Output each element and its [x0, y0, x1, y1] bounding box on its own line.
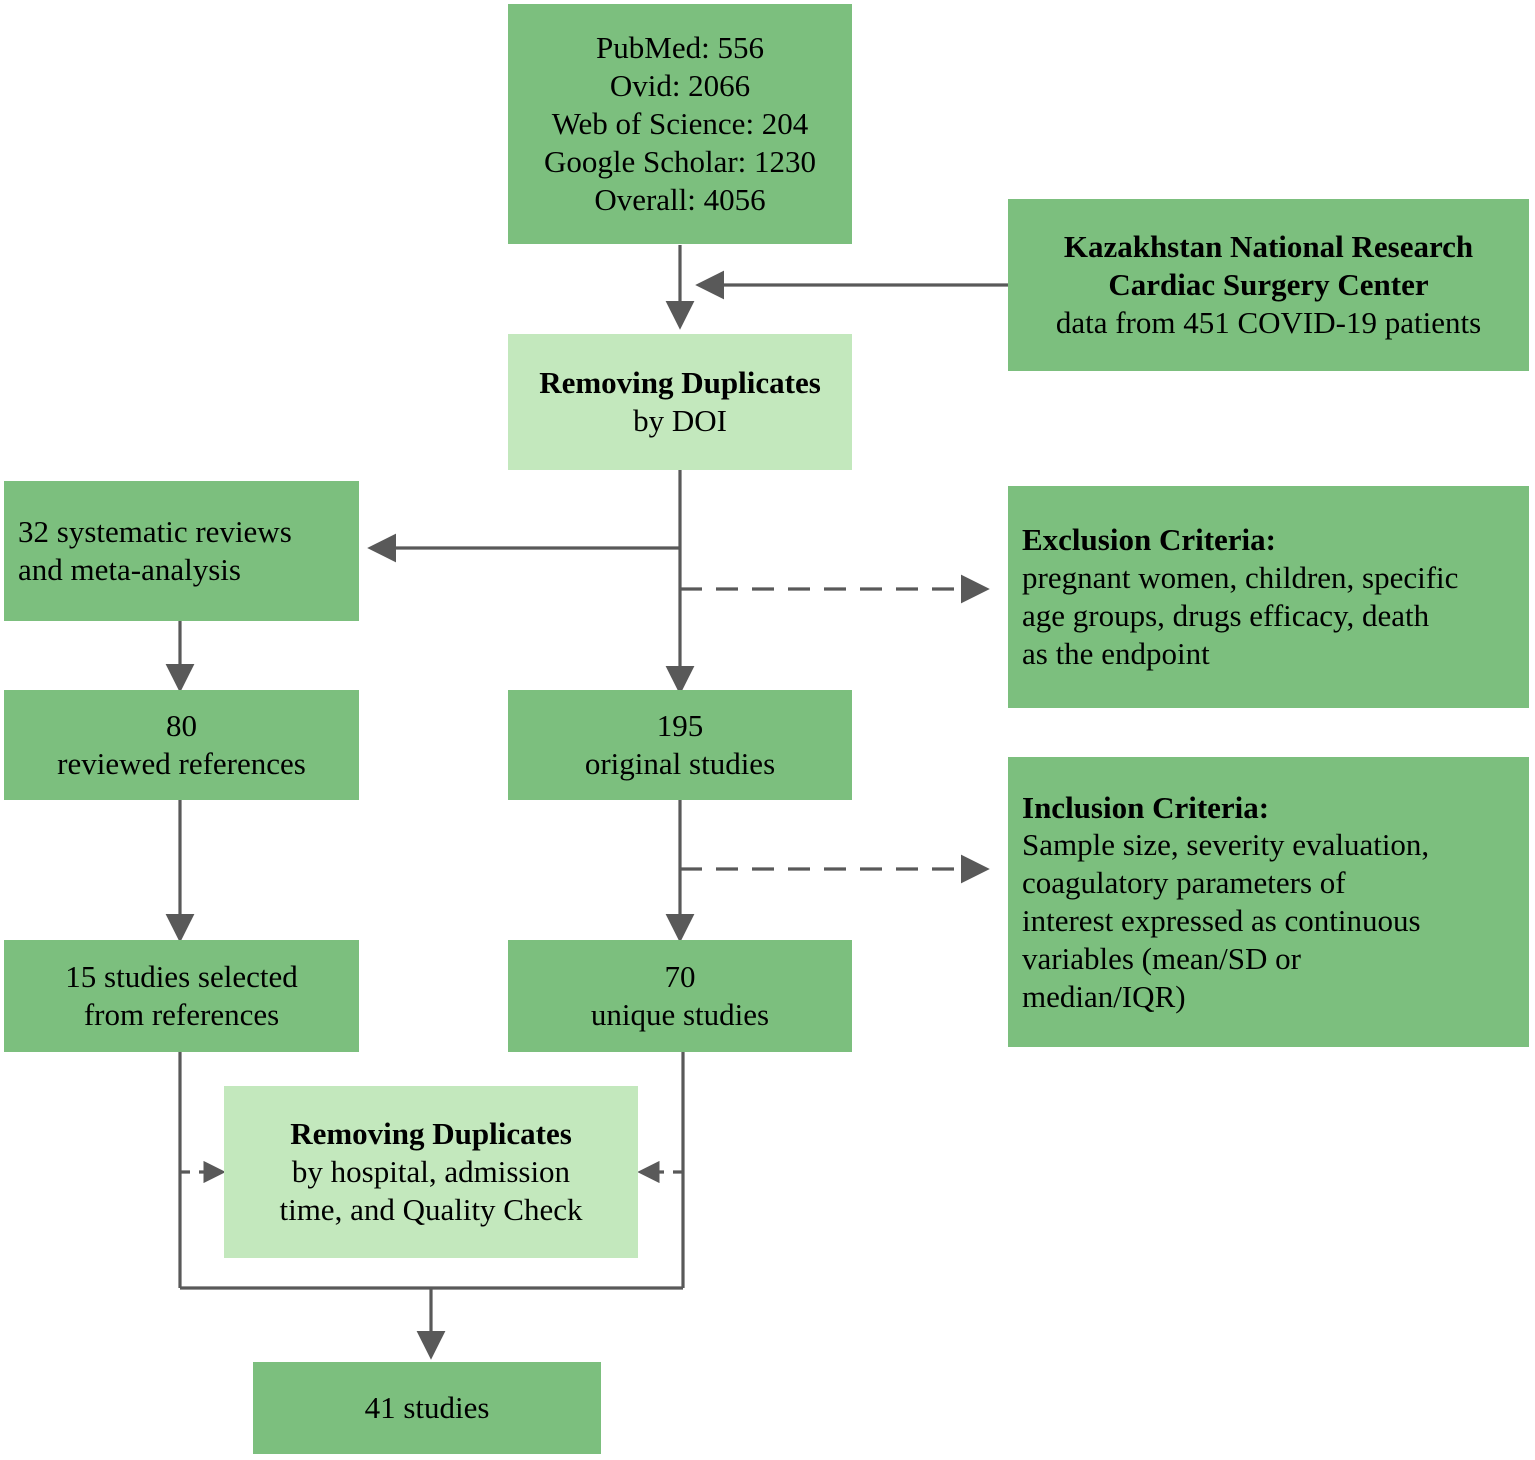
node-reviewed-line-1: 80	[166, 708, 197, 744]
node-sources-line-1: PubMed: 556	[596, 30, 764, 66]
node-inclusion-criteria	[1008, 757, 1529, 1047]
node-systematic-line-1: 32 systematic reviews	[18, 514, 292, 550]
node-systematic-line-2: and meta-analysis	[18, 552, 241, 587]
node-dedupe1-line-2: by DOI	[633, 403, 727, 438]
node-studies-selected-from-references	[4, 940, 359, 1052]
node-dedupe1-line-1: Removing Duplicates	[539, 365, 821, 401]
node-original-line-1: 195	[656, 708, 704, 744]
node-exclusion-line-1: Exclusion Criteria:	[1022, 522, 1276, 558]
node-systematic-reviews	[4, 481, 359, 621]
node-inclusion-line-5: variables (mean/SD or	[1022, 940, 1301, 976]
node-removing-duplicates-hospital	[224, 1086, 638, 1258]
node-final-line-1: 41 studies	[364, 1390, 490, 1426]
node-exclusion-line-2: pregnant women, children, specific	[1022, 560, 1459, 596]
node-sources-line-4: Google Scholar: 1230	[543, 143, 817, 179]
node-inclusion-line-2: Sample size, severity evaluation,	[1022, 827, 1430, 863]
node-exclusion-line-4: as the endpoint	[1022, 635, 1210, 671]
node-original-line-2: original studies	[584, 746, 776, 781]
node-inclusion-line-3: coagulatory parameters of	[1022, 865, 1346, 901]
node-sources-line-3: Web of Science: 204	[551, 106, 809, 142]
node-inclusion-line-4: interest expressed as continuous	[1022, 903, 1421, 938]
node-final-studies	[253, 1362, 601, 1454]
node-kazakhstan-line-3: data from 451 COVID-19 patients	[1055, 304, 1482, 340]
node-sources-line-5: Overall: 4056	[594, 181, 766, 217]
node-kazakhstan-center	[1008, 199, 1529, 371]
node-sources-line-2: Ovid: 2066	[609, 68, 751, 104]
node-reviewed-line-2: reviewed references	[57, 746, 306, 781]
node-kazakhstan-line-2: Cardiac Surgery Center	[1108, 267, 1429, 303]
node-unique-line-1: 70	[664, 959, 696, 995]
node-unique-studies	[508, 940, 852, 1052]
node-sources	[508, 4, 852, 244]
node-removing-duplicates-doi	[508, 334, 852, 470]
node-exclusion-line-3: age groups, drugs efficacy, death	[1022, 598, 1430, 633]
node-exclusion-criteria	[1008, 486, 1529, 708]
node-selected-line-2: from references	[83, 997, 280, 1032]
node-dedupe2-line-1: Removing Duplicates	[290, 1116, 572, 1152]
node-inclusion-line-1: Inclusion Criteria:	[1022, 789, 1270, 825]
node-inclusion-line-6: median/IQR)	[1022, 978, 1186, 1014]
node-kazakhstan-line-1: Kazakhstan National Research	[1063, 229, 1474, 265]
node-selected-line-1: 15 studies selected	[65, 959, 298, 995]
node-reviewed-references	[4, 690, 359, 800]
node-original-studies	[508, 690, 852, 800]
node-dedupe2-line-3: time, and Quality Check	[279, 1191, 583, 1227]
node-dedupe2-line-2: by hospital, admission	[291, 1154, 571, 1190]
node-unique-line-2: unique studies	[590, 997, 770, 1032]
